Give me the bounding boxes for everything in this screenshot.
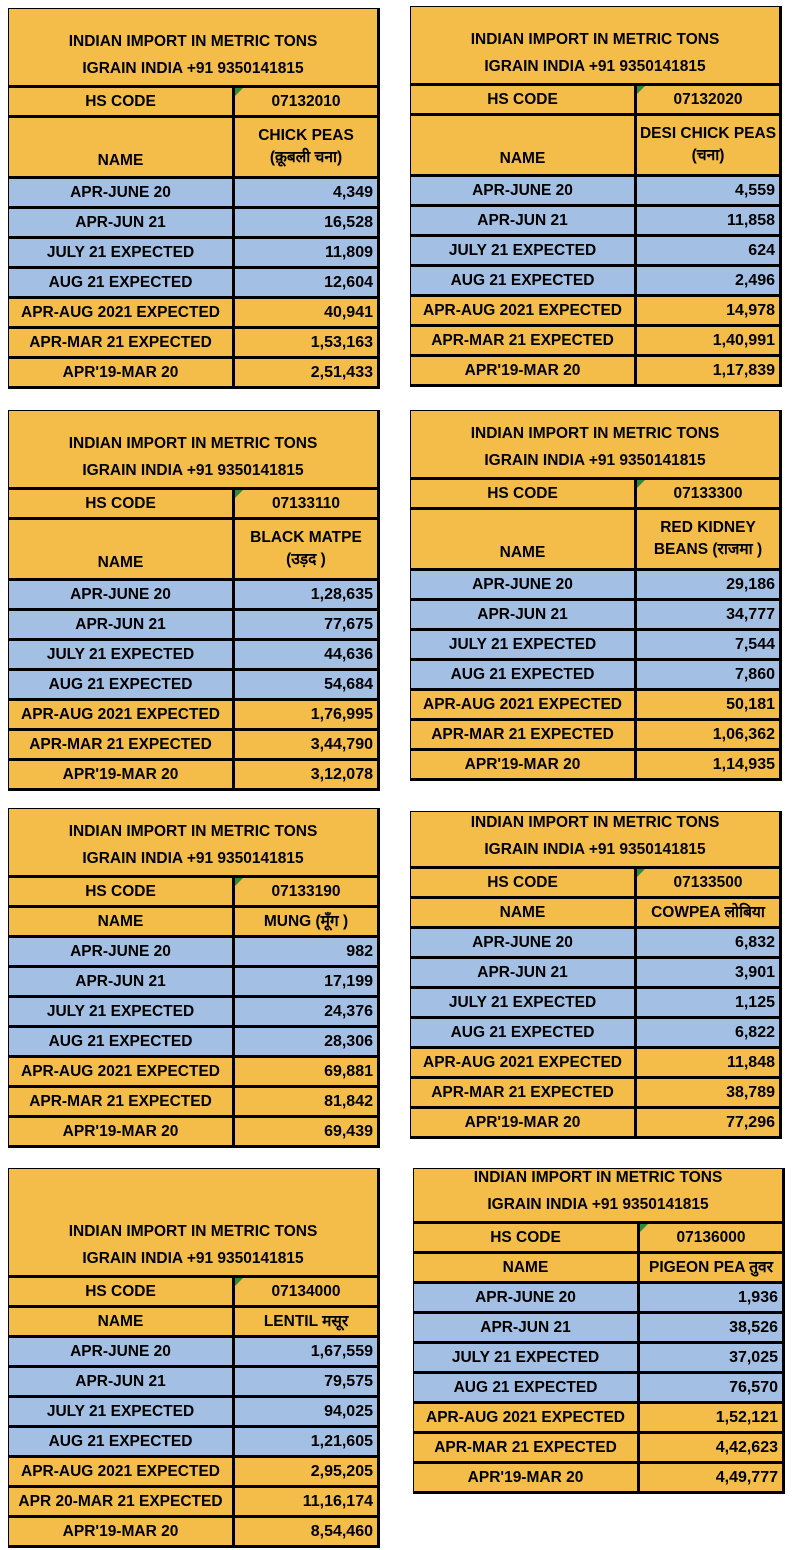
period-label: JULY 21 EXPECTED — [9, 1398, 232, 1425]
name-value — [637, 116, 779, 174]
table-row — [414, 1464, 782, 1491]
title-line-2: IGRAIN INDIA +91 9350141815 — [82, 462, 304, 479]
name-value — [637, 510, 779, 568]
table-row — [9, 1488, 377, 1515]
commodity-name: MUNG (मूँग ) — [263, 912, 349, 930]
name-row — [9, 1308, 377, 1335]
commodity-name: COWPEA लोबिया — [651, 903, 765, 921]
table-row — [9, 581, 377, 608]
hs-code-value: 07133110 — [235, 490, 377, 517]
table-row — [411, 1019, 779, 1046]
hs-code-row — [9, 88, 377, 115]
import-value: 34,777 — [637, 601, 779, 628]
title-line-2: IGRAIN INDIA +91 9350141815 — [487, 1196, 709, 1213]
import-value: 982 — [235, 938, 377, 965]
table-row — [411, 661, 779, 688]
name-row — [9, 118, 377, 176]
name-value — [235, 1308, 377, 1335]
period-label: AUG 21 EXPECTED — [9, 269, 232, 296]
hs-code-value: 07133500 — [637, 869, 779, 896]
table-row — [414, 1344, 782, 1371]
commodity-name: CHICK PEAS — [258, 127, 354, 144]
period-label: APR-JUN 21 — [411, 601, 634, 628]
period-label: APR-MAR 21 EXPECTED — [9, 731, 232, 758]
name-row — [9, 520, 377, 578]
table-row — [9, 938, 377, 965]
import-table — [8, 410, 380, 791]
period-label: APR-AUG 2021 EXPECTED — [411, 1049, 634, 1076]
period-label: APR-AUG 2021 EXPECTED — [9, 299, 232, 326]
table-row — [9, 701, 377, 728]
table-row — [9, 269, 377, 296]
table-row — [411, 237, 779, 264]
table-row — [9, 761, 377, 788]
table-row — [9, 299, 377, 326]
hs-code-row — [9, 490, 377, 517]
period-label: AUG 21 EXPECTED — [9, 1428, 232, 1455]
title-line-2: IGRAIN INDIA +91 9350141815 — [82, 60, 304, 77]
name-row — [414, 1254, 782, 1281]
import-value: 37,025 — [640, 1344, 782, 1371]
table-row — [9, 641, 377, 668]
period-label: APR-MAR 21 EXPECTED — [411, 721, 634, 748]
import-table — [8, 8, 380, 389]
table-row — [411, 177, 779, 204]
period-label: APR-MAR 21 EXPECTED — [9, 329, 232, 356]
import-value: 77,675 — [235, 611, 377, 638]
name-row — [411, 116, 779, 174]
table-row — [9, 1088, 377, 1115]
import-value: 1,28,635 — [235, 581, 377, 608]
import-value: 8,54,460 — [235, 1518, 377, 1545]
import-value: 3,44,790 — [235, 731, 377, 758]
table-row — [411, 1049, 779, 1076]
period-label: APR-JUN 21 — [411, 959, 634, 986]
import-value: 7,860 — [637, 661, 779, 688]
period-label: APR-JUN 21 — [9, 611, 232, 638]
commodity-name: RED KIDNEY — [660, 519, 756, 536]
period-label: APR'19-MAR 20 — [411, 357, 634, 384]
period-label: APR'19-MAR 20 — [9, 1518, 232, 1545]
commodity-name: LENTIL मसूर — [263, 1312, 349, 1330]
commodity-name-hindi: (चना) — [691, 147, 725, 164]
hs-code-value: 07136000 — [640, 1224, 782, 1251]
table-row — [9, 611, 377, 638]
table-row — [9, 209, 377, 236]
hs-code-label: HS CODE — [411, 480, 634, 507]
table-row — [9, 1368, 377, 1395]
hs-code-row — [414, 1224, 782, 1251]
period-label: AUG 21 EXPECTED — [414, 1374, 637, 1401]
import-value: 81,842 — [235, 1088, 377, 1115]
import-value: 1,67,559 — [235, 1338, 377, 1365]
hs-code-row — [411, 869, 779, 896]
hs-code-value: 07133300 — [637, 480, 779, 507]
period-label: APR'19-MAR 20 — [9, 761, 232, 788]
table-row — [9, 1058, 377, 1085]
title-line-1: INDIAN IMPORT IN METRIC TONS — [68, 435, 318, 452]
period-label: AUG 21 EXPECTED — [9, 1028, 232, 1055]
period-label: APR-JUN 21 — [414, 1314, 637, 1341]
import-value: 29,186 — [637, 571, 779, 598]
import-value: 3,901 — [637, 959, 779, 986]
table-row — [411, 267, 779, 294]
table-row — [411, 929, 779, 956]
table-row — [414, 1404, 782, 1431]
import-table — [410, 811, 782, 1139]
period-label: AUG 21 EXPECTED — [9, 671, 232, 698]
import-value: 4,42,623 — [640, 1434, 782, 1461]
import-value: 7,544 — [637, 631, 779, 658]
import-value: 40,941 — [235, 299, 377, 326]
period-label: APR 20-MAR 21 EXPECTED — [9, 1488, 232, 1515]
import-value: 6,822 — [637, 1019, 779, 1046]
period-label: APR-AUG 2021 EXPECTED — [411, 691, 634, 718]
table-row — [411, 691, 779, 718]
hs-code-value: 07133190 — [235, 878, 377, 905]
table-row — [411, 357, 779, 384]
period-label: APR'19-MAR 20 — [9, 1118, 232, 1145]
table-row — [9, 1518, 377, 1545]
table-row — [411, 297, 779, 324]
table-row — [9, 359, 377, 386]
period-label: APR-JUNE 20 — [411, 929, 634, 956]
import-value: 38,789 — [637, 1079, 779, 1106]
period-label: JULY 21 EXPECTED — [414, 1344, 637, 1371]
hs-code-row — [411, 480, 779, 507]
table-title — [411, 812, 779, 866]
import-value: 14,978 — [637, 297, 779, 324]
import-value: 2,51,433 — [235, 359, 377, 386]
import-value: 12,604 — [235, 269, 377, 296]
period-label: APR-JUNE 20 — [9, 581, 232, 608]
hs-code-label: HS CODE — [9, 1278, 232, 1305]
table-row — [414, 1284, 782, 1311]
title-line-2: IGRAIN INDIA +91 9350141815 — [82, 1250, 304, 1267]
title-line-2: IGRAIN INDIA +91 9350141815 — [82, 850, 304, 867]
title-line-1: INDIAN IMPORT IN METRIC TONS — [68, 1223, 318, 1240]
table-row — [9, 998, 377, 1025]
import-value: 28,306 — [235, 1028, 377, 1055]
import-value: 4,49,777 — [640, 1464, 782, 1491]
title-line-2: IGRAIN INDIA +91 9350141815 — [484, 58, 706, 75]
table-row — [411, 327, 779, 354]
hs-code-label: HS CODE — [411, 869, 634, 896]
table-row — [411, 1109, 779, 1136]
table-row — [9, 1338, 377, 1365]
hs-code-row — [9, 878, 377, 905]
period-label: APR-AUG 2021 EXPECTED — [9, 1058, 232, 1085]
title-line-1: INDIAN IMPORT IN METRIC TONS — [473, 1169, 723, 1186]
import-value: 1,14,935 — [637, 751, 779, 778]
table-title — [9, 1169, 377, 1275]
table-row — [9, 1398, 377, 1425]
import-table — [8, 808, 380, 1148]
name-value — [640, 1254, 782, 1281]
commodity-name: DESI CHICK PEAS — [639, 125, 777, 142]
name-value — [235, 908, 377, 935]
title-line-1: INDIAN IMPORT IN METRIC TONS — [470, 814, 720, 831]
period-label: APR-AUG 2021 EXPECTED — [9, 1458, 232, 1485]
import-value: 79,575 — [235, 1368, 377, 1395]
hs-code-value: 07134000 — [235, 1278, 377, 1305]
table-row — [411, 631, 779, 658]
period-label: APR-MAR 21 EXPECTED — [9, 1088, 232, 1115]
import-value: 1,53,163 — [235, 329, 377, 356]
import-value: 50,181 — [637, 691, 779, 718]
period-label: JULY 21 EXPECTED — [411, 237, 634, 264]
import-value: 44,636 — [235, 641, 377, 668]
period-label: AUG 21 EXPECTED — [411, 1019, 634, 1046]
import-value: 1,17,839 — [637, 357, 779, 384]
import-value: 3,12,078 — [235, 761, 377, 788]
table-row — [414, 1434, 782, 1461]
period-label: APR'19-MAR 20 — [9, 359, 232, 386]
period-label: APR-JUNE 20 — [9, 938, 232, 965]
period-label: APR'19-MAR 20 — [411, 751, 634, 778]
import-value: 2,95,205 — [235, 1458, 377, 1485]
table-title — [411, 7, 779, 83]
period-label: JULY 21 EXPECTED — [9, 239, 232, 266]
import-table — [8, 1168, 380, 1548]
period-label: JULY 21 EXPECTED — [411, 989, 634, 1016]
table-row — [9, 329, 377, 356]
import-value: 11,16,174 — [235, 1488, 377, 1515]
hs-code-row — [9, 1278, 377, 1305]
period-label: APR-JUNE 20 — [9, 179, 232, 206]
period-label: APR-AUG 2021 EXPECTED — [9, 701, 232, 728]
import-value: 11,809 — [235, 239, 377, 266]
import-value: 16,528 — [235, 209, 377, 236]
period-label: APR-JUNE 20 — [414, 1284, 637, 1311]
import-table — [410, 6, 782, 387]
table-row — [9, 1118, 377, 1145]
import-value: 17,199 — [235, 968, 377, 995]
import-value: 1,21,605 — [235, 1428, 377, 1455]
period-label: AUG 21 EXPECTED — [411, 267, 634, 294]
period-label: APR-JUNE 20 — [9, 1338, 232, 1365]
period-label: AUG 21 EXPECTED — [411, 661, 634, 688]
import-value: 11,848 — [637, 1049, 779, 1076]
import-value: 1,52,121 — [640, 1404, 782, 1431]
hs-code-row — [411, 86, 779, 113]
title-line-2: IGRAIN INDIA +91 9350141815 — [484, 452, 706, 469]
hs-code-value: 07132010 — [235, 88, 377, 115]
hs-code-label: HS CODE — [9, 490, 232, 517]
import-value: 38,526 — [640, 1314, 782, 1341]
table-row — [9, 671, 377, 698]
period-label: APR-JUNE 20 — [411, 177, 634, 204]
name-value — [235, 118, 377, 176]
title-line-1: INDIAN IMPORT IN METRIC TONS — [68, 33, 318, 50]
hs-code-label: HS CODE — [411, 86, 634, 113]
name-label: NAME — [411, 510, 634, 568]
title-line-1: INDIAN IMPORT IN METRIC TONS — [68, 823, 318, 840]
commodity-name: BLACK MATPE — [250, 529, 362, 546]
table-row — [9, 731, 377, 758]
import-value: 54,684 — [235, 671, 377, 698]
table-row — [9, 179, 377, 206]
commodity-name-hindi: (क़ूबली चना) — [269, 149, 343, 166]
table-row — [414, 1314, 782, 1341]
commodity-name: PIGEON PEA तुवर — [649, 1258, 773, 1276]
period-label: APR'19-MAR 20 — [414, 1464, 637, 1491]
import-value: 1,125 — [637, 989, 779, 1016]
import-value: 624 — [637, 237, 779, 264]
period-label: APR-MAR 21 EXPECTED — [411, 327, 634, 354]
period-label: APR-AUG 2021 EXPECTED — [411, 297, 634, 324]
table-row — [411, 959, 779, 986]
hs-code-label: HS CODE — [9, 878, 232, 905]
table-row — [411, 989, 779, 1016]
import-value: 6,832 — [637, 929, 779, 956]
name-label: NAME — [414, 1254, 637, 1281]
import-value: 76,570 — [640, 1374, 782, 1401]
table-row — [411, 601, 779, 628]
import-value: 2,496 — [637, 267, 779, 294]
table-row — [411, 721, 779, 748]
name-label: NAME — [9, 118, 232, 176]
import-value: 4,349 — [235, 179, 377, 206]
table-row — [411, 1079, 779, 1106]
table-row — [9, 1458, 377, 1485]
table-row — [9, 1428, 377, 1455]
period-label: APR-MAR 21 EXPECTED — [414, 1434, 637, 1461]
period-label: APR-JUN 21 — [9, 1368, 232, 1395]
period-label: APR-JUN 21 — [9, 209, 232, 236]
commodity-name-hindi: BEANS (राजमा ) — [653, 541, 763, 558]
import-value: 11,858 — [637, 207, 779, 234]
title-line-1: INDIAN IMPORT IN METRIC TONS — [470, 31, 720, 48]
import-value: 1,76,995 — [235, 701, 377, 728]
name-value — [235, 520, 377, 578]
name-label: NAME — [411, 899, 634, 926]
import-value: 1,06,362 — [637, 721, 779, 748]
name-value — [637, 899, 779, 926]
table-row — [9, 239, 377, 266]
import-value: 77,296 — [637, 1109, 779, 1136]
import-value: 69,439 — [235, 1118, 377, 1145]
import-table — [413, 1168, 785, 1494]
table-row — [414, 1374, 782, 1401]
table-row — [411, 571, 779, 598]
table-title — [9, 809, 377, 875]
period-label: JULY 21 EXPECTED — [9, 998, 232, 1025]
period-label: APR-JUNE 20 — [411, 571, 634, 598]
name-row — [9, 908, 377, 935]
import-value: 69,881 — [235, 1058, 377, 1085]
period-label: APR-JUN 21 — [9, 968, 232, 995]
name-label: NAME — [9, 908, 232, 935]
period-label: APR-MAR 21 EXPECTED — [411, 1079, 634, 1106]
title-line-2: IGRAIN INDIA +91 9350141815 — [484, 841, 706, 858]
name-label: NAME — [9, 1308, 232, 1335]
table-row — [411, 751, 779, 778]
table-row — [9, 968, 377, 995]
name-label: NAME — [411, 116, 634, 174]
table-title — [9, 9, 377, 85]
table-title — [411, 411, 779, 477]
table-title — [9, 411, 377, 487]
period-label: APR'19-MAR 20 — [411, 1109, 634, 1136]
hs-code-label: HS CODE — [9, 88, 232, 115]
name-row — [411, 899, 779, 926]
import-value: 1,40,991 — [637, 327, 779, 354]
period-label: APR-AUG 2021 EXPECTED — [414, 1404, 637, 1431]
name-label: NAME — [9, 520, 232, 578]
import-value: 24,376 — [235, 998, 377, 1025]
period-label: APR-JUN 21 — [411, 207, 634, 234]
hs-code-label: HS CODE — [414, 1224, 637, 1251]
period-label: JULY 21 EXPECTED — [9, 641, 232, 668]
table-title — [414, 1169, 782, 1221]
commodity-name-hindi: (उड़द ) — [286, 551, 326, 568]
hs-code-value: 07132020 — [637, 86, 779, 113]
title-line-1: INDIAN IMPORT IN METRIC TONS — [470, 425, 720, 442]
import-value: 94,025 — [235, 1398, 377, 1425]
import-value: 1,936 — [640, 1284, 782, 1311]
name-row — [411, 510, 779, 568]
period-label: JULY 21 EXPECTED — [411, 631, 634, 658]
table-row — [411, 207, 779, 234]
table-row — [9, 1028, 377, 1055]
import-value: 4,559 — [637, 177, 779, 204]
import-table — [410, 410, 782, 781]
